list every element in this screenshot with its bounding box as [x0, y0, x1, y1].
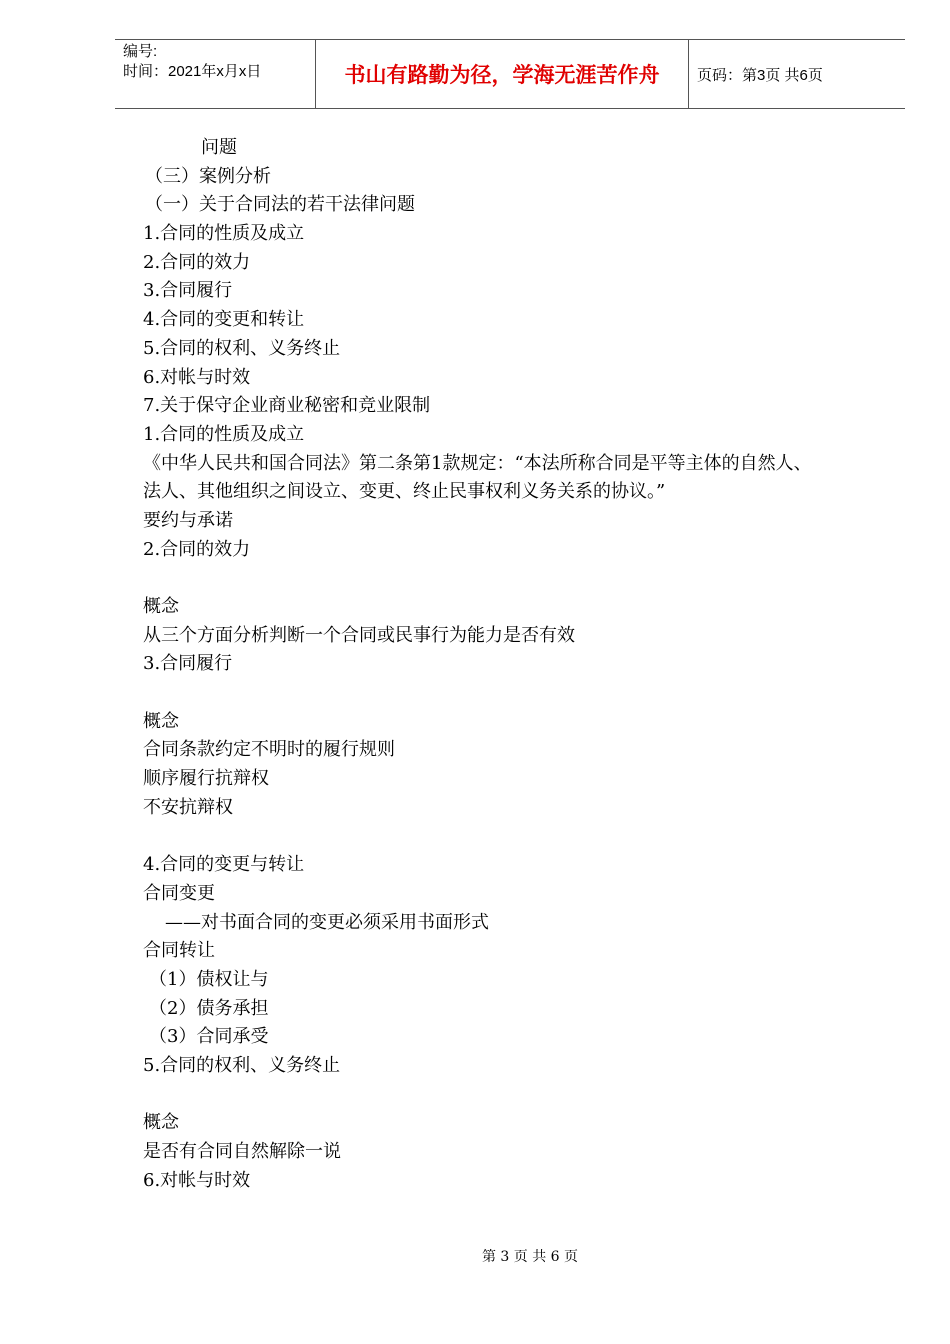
text-line: （2）债务承担 — [149, 997, 269, 1019]
text-line: 合同转让 — [143, 940, 215, 962]
serial-number-label: 编号: — [123, 43, 158, 60]
text-line: 4.合同的变更和转让 — [143, 309, 305, 331]
text-line: 不安抗辩权 — [143, 796, 233, 818]
text-line: 合同条款约定不明时的履行规则 — [143, 739, 395, 761]
text-line: 概念 — [143, 1112, 179, 1134]
header-motto: 书山有路勤为径，学海无涯苦作舟 — [315, 40, 689, 108]
blank-line — [143, 823, 873, 852]
text-line: 概念 — [143, 596, 179, 617]
text-line: 3.合同履行 — [143, 653, 233, 675]
text-line: 4.合同的变更与转让 — [143, 854, 305, 876]
text-line: 要约与承诺 — [143, 509, 233, 531]
text-line: （三）案例分析 — [145, 165, 271, 187]
header-page-info: 页码：第3页 共6页 — [697, 66, 823, 84]
text-line: 5.合同的权利、义务终止 — [143, 337, 341, 359]
text-line: 是否有合同自然解除一说 — [143, 1141, 341, 1163]
date-label: 时间：2021年x月x日 — [123, 63, 262, 80]
text-line: ——对书面合同的变更必须采用书面形式 — [165, 911, 489, 933]
text-line: 1.合同的性质及成立 — [143, 223, 305, 245]
text-line: 问题 — [201, 137, 237, 158]
text-line: （一）关于合同法的若干法律问题 — [145, 194, 415, 216]
blank-line — [143, 1081, 873, 1110]
text-line: 7.关于保守企业商业秘密和竞业限制 — [143, 395, 431, 417]
page-footer: 第 3 页 共 6 页 — [481, 1249, 579, 1265]
text-line: 合同变更 — [143, 882, 215, 904]
page-header — [115, 39, 905, 109]
text-line: 顺序履行抗辩权 — [143, 768, 269, 790]
text-line: 5.合同的权利、义务终止 — [143, 1055, 341, 1076]
blank-line — [143, 564, 873, 593]
text-line: 6.对帐与时效 — [143, 1169, 251, 1191]
text-line: 从三个方面分析判断一个合同或民事行为能力是否有效 — [143, 624, 575, 646]
text-line: 2.合同的效力 — [143, 538, 251, 560]
header-meta — [115, 40, 315, 108]
text-line: 3.合同履行 — [143, 280, 233, 302]
text-line: 1.合同的性质及成立 — [143, 423, 305, 445]
text-line: 6.对帐与时效 — [143, 366, 251, 388]
text-line: 《中华人民共和国合同法》第二条第1款规定：“本法所称合同是平等主体的自然人、 — [143, 452, 812, 474]
document-body — [143, 134, 873, 1195]
blank-line — [143, 679, 873, 708]
text-line: （3）合同承受 — [149, 1026, 269, 1048]
text-line: （1）债权让与 — [149, 968, 269, 990]
text-line: 概念 — [143, 710, 179, 732]
text-line: 法人、其他组织之间设立、变更、终止民事权利义务关系的协议。” — [143, 481, 666, 503]
text-line: 2.合同的效力 — [143, 251, 251, 273]
